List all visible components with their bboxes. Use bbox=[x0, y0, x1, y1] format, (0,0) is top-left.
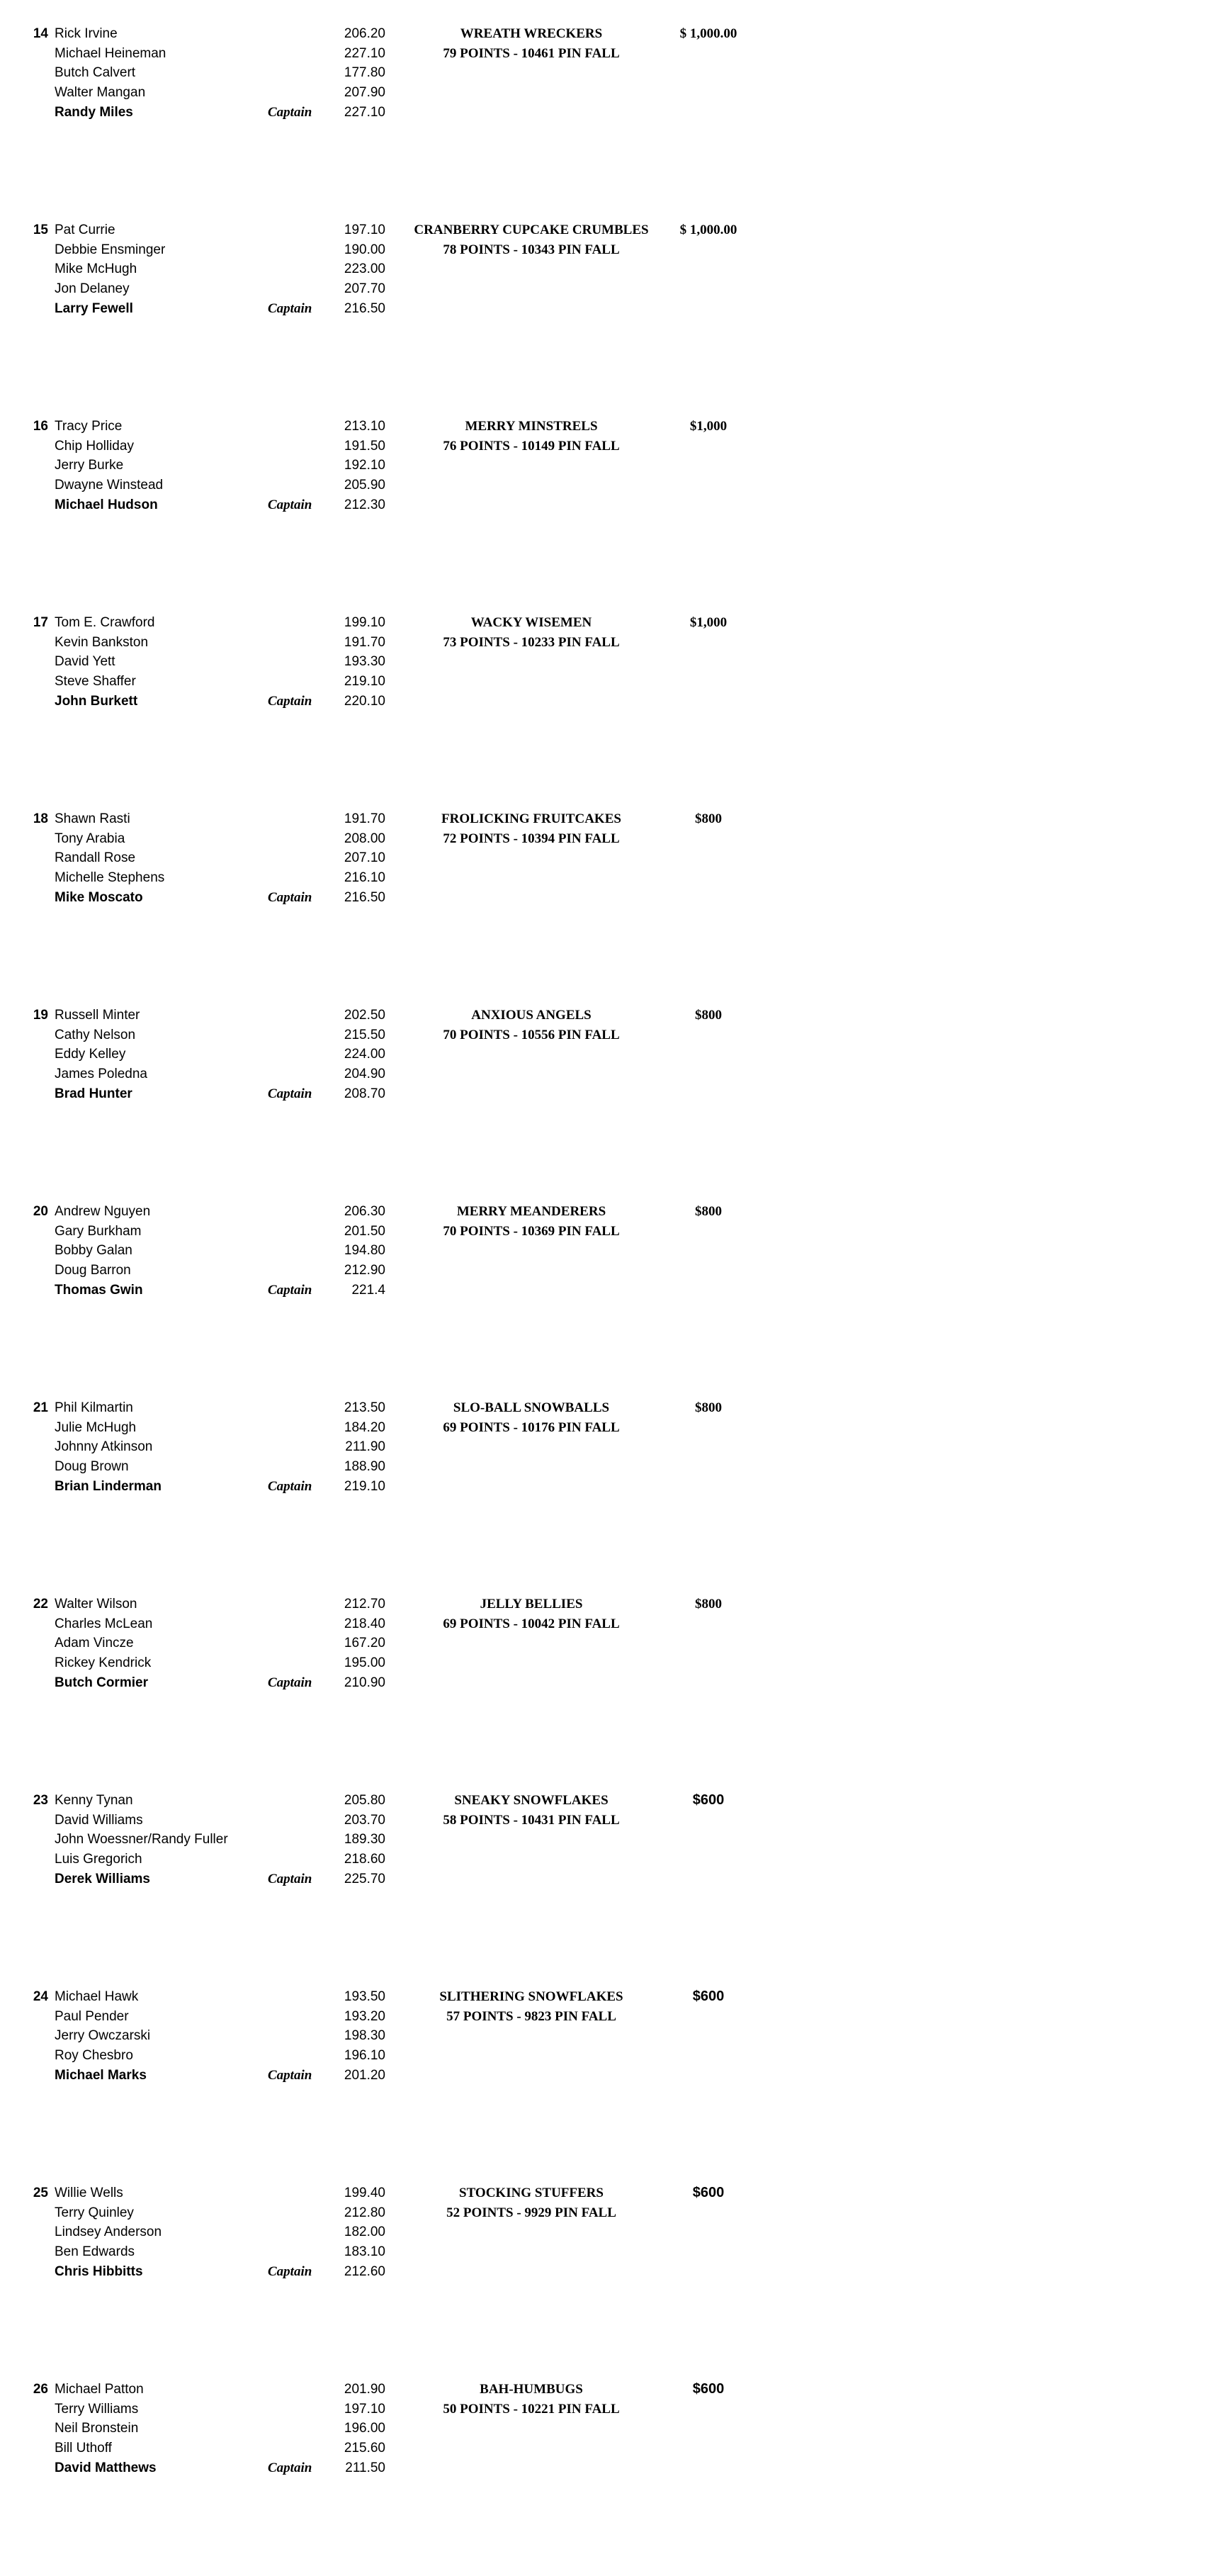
bowler-average: 215.60 bbox=[344, 2441, 385, 2456]
bowler-name: Willie Wells bbox=[55, 2186, 123, 2200]
bowler-row bbox=[0, 2046, 1205, 2066]
captain-label: Captain bbox=[268, 693, 312, 709]
bowler-row bbox=[0, 2242, 1205, 2262]
bowler-average: 204.90 bbox=[344, 1067, 385, 1082]
captain-row bbox=[0, 1084, 1205, 1104]
bowler-average: 207.90 bbox=[344, 85, 385, 101]
bowler-average: 201.90 bbox=[344, 2382, 385, 2397]
captain-row bbox=[0, 2458, 1205, 2478]
bowler-row bbox=[0, 1222, 1205, 1242]
bowler-average: 206.20 bbox=[344, 26, 385, 41]
bowler-average: 208.70 bbox=[344, 1086, 385, 1101]
team-rank: 20 bbox=[33, 1204, 48, 1219]
team-points: 76 POINTS - 10149 PIN FALL bbox=[443, 438, 620, 454]
bowler-row bbox=[0, 83, 1205, 103]
bowler-row bbox=[0, 848, 1205, 868]
bowler-average: 207.10 bbox=[344, 850, 385, 866]
bowler-name: Michael Hawk bbox=[55, 1989, 139, 2004]
team-rank: 25 bbox=[33, 2186, 48, 2200]
bowler-average: 212.80 bbox=[344, 2205, 385, 2220]
team-block bbox=[0, 613, 1205, 809]
bowler-row bbox=[0, 613, 1205, 633]
captain-label: Captain bbox=[268, 1478, 312, 1494]
bowler-average: 184.20 bbox=[344, 1419, 385, 1435]
captain-row bbox=[0, 1869, 1205, 1889]
bowler-average: 196.00 bbox=[344, 2421, 385, 2436]
bowler-average: 190.00 bbox=[344, 242, 385, 257]
bowler-name: Roy Chesbro bbox=[55, 2048, 133, 2064]
captain-row bbox=[0, 299, 1205, 319]
bowler-average: 191.70 bbox=[344, 634, 385, 650]
captain-row bbox=[0, 1673, 1205, 1693]
bowler-name: Kenny Tynan bbox=[55, 1793, 133, 1808]
bowler-row bbox=[0, 1850, 1205, 1869]
bowler-average: 192.10 bbox=[344, 458, 385, 473]
bowler-row bbox=[0, 1045, 1205, 1064]
captain-label: Captain bbox=[268, 104, 312, 120]
bowler-average: 212.60 bbox=[344, 2263, 385, 2279]
captain-label: Captain bbox=[268, 2263, 312, 2279]
bowler-average: 201.20 bbox=[344, 2067, 385, 2083]
captain-label: Captain bbox=[268, 300, 312, 316]
bowler-name: Debbie Ensminger bbox=[55, 242, 166, 257]
captain-row bbox=[0, 1281, 1205, 1300]
bowler-row bbox=[0, 220, 1205, 240]
team-rank: 14 bbox=[33, 26, 48, 41]
bowler-name: John Burkett bbox=[55, 693, 138, 709]
bowler-row bbox=[0, 1261, 1205, 1281]
team-name: JELLY BELLIES bbox=[480, 1597, 583, 1612]
bowler-average: 199.10 bbox=[344, 615, 385, 630]
team-block bbox=[0, 1791, 1205, 1987]
bowler-name: Phil Kilmartin bbox=[55, 1400, 133, 1415]
bowler-name: Jon Delaney bbox=[55, 281, 130, 297]
bowler-row bbox=[0, 1811, 1205, 1830]
bowler-average: 188.90 bbox=[344, 1459, 385, 1475]
bowler-name: Larry Fewell bbox=[55, 300, 133, 316]
team-points: 52 POINTS - 9929 PIN FALL bbox=[446, 2205, 616, 2220]
bowler-average: 225.70 bbox=[344, 1871, 385, 1886]
captain-row bbox=[0, 888, 1205, 908]
bowler-name: Dwayne Winstead bbox=[55, 478, 164, 493]
team-prize: $800 bbox=[695, 1597, 722, 1612]
bowler-row bbox=[0, 2222, 1205, 2242]
bowler-average: 213.50 bbox=[344, 1400, 385, 1415]
bowler-row bbox=[0, 417, 1205, 437]
bowler-average: 219.10 bbox=[344, 1478, 385, 1494]
captain-label: Captain bbox=[268, 1282, 312, 1298]
captain-row bbox=[0, 692, 1205, 712]
team-block bbox=[0, 2183, 1205, 2380]
team-rank: 23 bbox=[33, 1793, 48, 1808]
bowler-average: 177.80 bbox=[344, 65, 385, 81]
bowler-name: Terry Quinley bbox=[55, 2205, 134, 2220]
team-points: 70 POINTS - 10369 PIN FALL bbox=[443, 1223, 620, 1239]
team-name: WREATH WRECKERS bbox=[460, 26, 603, 41]
bowler-row bbox=[0, 63, 1205, 83]
bowler-name: Paul Pender bbox=[55, 2008, 129, 2024]
bowler-name: Michael Heineman bbox=[55, 45, 166, 61]
captain-label: Captain bbox=[268, 1675, 312, 1690]
bowler-row bbox=[0, 2380, 1205, 2400]
bowler-name: Butch Cormier bbox=[55, 1675, 148, 1690]
bowler-name: Brian Linderman bbox=[55, 1478, 162, 1494]
bowler-average: 213.10 bbox=[344, 419, 385, 434]
bowler-name: Michael Hudson bbox=[55, 497, 158, 512]
bowler-average: 211.90 bbox=[345, 1439, 385, 1455]
bowler-row bbox=[0, 1457, 1205, 1477]
bowler-name: Julie McHugh bbox=[55, 1419, 137, 1435]
team-block bbox=[0, 1398, 1205, 1594]
bowler-name: Randy Miles bbox=[55, 104, 133, 120]
bowler-name: Luis Gregorich bbox=[55, 1852, 142, 1867]
bowler-row bbox=[0, 2026, 1205, 2046]
bowler-name: David Williams bbox=[55, 1812, 143, 1828]
team-points: 78 POINTS - 10343 PIN FALL bbox=[443, 242, 620, 257]
team-name: FROLICKING FRUITCAKES bbox=[441, 811, 621, 826]
bowler-name: Derek Williams bbox=[55, 1871, 151, 1886]
team-block bbox=[0, 24, 1205, 220]
team-points: 73 POINTS - 10233 PIN FALL bbox=[443, 634, 620, 650]
bowler-average: 227.10 bbox=[344, 104, 385, 120]
team-points: 70 POINTS - 10556 PIN FALL bbox=[443, 1027, 620, 1042]
bowler-name: Randall Rose bbox=[55, 850, 136, 866]
team-prize: $800 bbox=[695, 811, 722, 826]
bowler-name: Brad Hunter bbox=[55, 1086, 132, 1101]
team-rank: 18 bbox=[33, 811, 48, 826]
team-points: 79 POINTS - 10461 PIN FALL bbox=[443, 45, 620, 61]
bowler-row bbox=[0, 1633, 1205, 1653]
bowler-name: Russell Minter bbox=[55, 1008, 140, 1023]
bowler-row bbox=[0, 259, 1205, 279]
bowler-average: 221.4 bbox=[351, 1282, 385, 1298]
bowler-row bbox=[0, 652, 1205, 672]
bowler-name: Rickey Kendrick bbox=[55, 1655, 152, 1671]
bowler-average: 227.10 bbox=[344, 45, 385, 61]
team-prize: $ 1,000.00 bbox=[679, 26, 737, 41]
team-standings-list bbox=[0, 24, 1205, 2576]
bowler-average: 197.10 bbox=[344, 2401, 385, 2417]
team-block bbox=[0, 220, 1205, 417]
bowler-average: 205.80 bbox=[344, 1793, 385, 1808]
bowler-row bbox=[0, 1791, 1205, 1811]
team-name: ANXIOUS ANGELS bbox=[471, 1008, 592, 1023]
captain-row bbox=[0, 495, 1205, 515]
bowler-row bbox=[0, 456, 1205, 476]
team-prize: $600 bbox=[692, 1792, 725, 1808]
team-prize: $600 bbox=[692, 1989, 725, 2004]
team-block bbox=[0, 809, 1205, 1006]
bowler-row bbox=[0, 1614, 1205, 1634]
captain-label: Captain bbox=[268, 1086, 312, 1101]
team-block bbox=[0, 2380, 1205, 2576]
bowler-name: Eddy Kelley bbox=[55, 1047, 126, 1062]
bowler-name: Michelle Stephens bbox=[55, 870, 165, 886]
bowler-name: Jerry Owczarski bbox=[55, 2028, 151, 2044]
bowler-row bbox=[0, 2007, 1205, 2027]
bowler-average: 167.20 bbox=[344, 1636, 385, 1651]
team-points: 50 POINTS - 10221 PIN FALL bbox=[443, 2401, 620, 2417]
team-rank: 22 bbox=[33, 1597, 48, 1612]
bowler-average: 216.50 bbox=[344, 300, 385, 316]
bowler-average: 191.70 bbox=[344, 811, 385, 826]
bowler-row bbox=[0, 1437, 1205, 1457]
bowler-row bbox=[0, 672, 1205, 692]
bowler-average: 215.50 bbox=[344, 1027, 385, 1042]
bowler-name: Kevin Bankston bbox=[55, 634, 149, 650]
bowler-average: 218.60 bbox=[344, 1852, 385, 1867]
team-rank: 26 bbox=[33, 2382, 48, 2397]
bowler-name: Tony Arabia bbox=[55, 831, 125, 846]
bowler-row bbox=[0, 2203, 1205, 2223]
bowler-name: James Poledna bbox=[55, 1067, 147, 1082]
bowler-row bbox=[0, 2400, 1205, 2419]
team-rank: 15 bbox=[33, 223, 48, 237]
bowler-name: Walter Wilson bbox=[55, 1597, 137, 1612]
bowler-name: Gary Burkham bbox=[55, 1223, 142, 1239]
bowler-average: 182.00 bbox=[344, 2225, 385, 2240]
bowler-row bbox=[0, 1006, 1205, 1025]
captain-row bbox=[0, 2066, 1205, 2086]
bowler-name: Steve Shaffer bbox=[55, 674, 136, 690]
bowler-average: 205.90 bbox=[344, 478, 385, 493]
team-rank: 17 bbox=[33, 615, 48, 630]
bowler-average: 219.10 bbox=[344, 674, 385, 690]
bowler-row bbox=[0, 437, 1205, 456]
bowler-name: Shawn Rasti bbox=[55, 811, 130, 826]
team-prize: $800 bbox=[695, 1204, 722, 1219]
bowler-average: 206.30 bbox=[344, 1204, 385, 1219]
bowler-average: 218.40 bbox=[344, 1616, 385, 1631]
bowler-row bbox=[0, 476, 1205, 495]
team-rank: 19 bbox=[33, 1008, 48, 1023]
captain-row bbox=[0, 2262, 1205, 2282]
team-rank: 24 bbox=[33, 1989, 48, 2004]
team-points: 72 POINTS - 10394 PIN FALL bbox=[443, 831, 620, 846]
captain-label: Captain bbox=[268, 2067, 312, 2083]
bowler-row bbox=[0, 1202, 1205, 1222]
bowler-name: Terry Williams bbox=[55, 2401, 139, 2417]
bowler-name: Mike McHugh bbox=[55, 261, 137, 277]
team-name: STOCKING STUFFERS bbox=[459, 2186, 604, 2200]
team-block bbox=[0, 1594, 1205, 1791]
team-points: 58 POINTS - 10431 PIN FALL bbox=[443, 1812, 620, 1828]
team-points: 69 POINTS - 10042 PIN FALL bbox=[443, 1616, 620, 1631]
captain-label: Captain bbox=[268, 889, 312, 905]
bowler-name: Andrew Nguyen bbox=[55, 1204, 151, 1219]
bowler-average: 193.50 bbox=[344, 1989, 385, 2004]
bowler-average: 197.10 bbox=[344, 223, 385, 237]
bowler-average: 211.50 bbox=[345, 2460, 385, 2475]
bowler-row bbox=[0, 1594, 1205, 1614]
bowler-name: Walter Mangan bbox=[55, 85, 146, 101]
bowler-name: Lindsey Anderson bbox=[55, 2225, 162, 2240]
team-name: WACKY WISEMEN bbox=[470, 615, 592, 630]
team-block bbox=[0, 1987, 1205, 2183]
bowler-average: 196.10 bbox=[344, 2048, 385, 2064]
bowler-average: 224.00 bbox=[344, 1047, 385, 1062]
bowler-name: Bobby Galan bbox=[55, 1243, 132, 1259]
team-prize: $600 bbox=[692, 2381, 725, 2397]
bowler-row bbox=[0, 279, 1205, 299]
bowler-row bbox=[0, 868, 1205, 888]
bowler-row bbox=[0, 2419, 1205, 2439]
bowler-average: 216.10 bbox=[344, 870, 385, 886]
bowler-name: Ben Edwards bbox=[55, 2244, 135, 2260]
team-name: SNEAKY SNOWFLAKES bbox=[454, 1793, 609, 1808]
bowler-average: 223.00 bbox=[344, 261, 385, 277]
bowler-average: 195.00 bbox=[344, 1655, 385, 1671]
bowler-average: 194.80 bbox=[344, 1243, 385, 1259]
bowler-row bbox=[0, 829, 1205, 849]
bowler-name: John Woessner/Randy Fuller bbox=[55, 1832, 228, 1847]
bowler-row bbox=[0, 809, 1205, 829]
captain-label: Captain bbox=[268, 497, 312, 512]
bowler-average: 189.30 bbox=[344, 1832, 385, 1847]
team-name: BAH-HUMBUGS bbox=[480, 2382, 583, 2397]
bowler-average: 203.70 bbox=[344, 1812, 385, 1828]
bowler-name: Mike Moscato bbox=[55, 889, 143, 905]
bowler-row bbox=[0, 1987, 1205, 2007]
bowler-name: David Yett bbox=[55, 654, 115, 670]
team-prize: $800 bbox=[695, 1008, 722, 1023]
bowler-average: 207.70 bbox=[344, 281, 385, 297]
team-prize: $ 1,000.00 bbox=[679, 223, 737, 237]
bowler-row bbox=[0, 240, 1205, 260]
captain-label: Captain bbox=[268, 1871, 312, 1886]
bowler-average: 208.00 bbox=[344, 831, 385, 846]
team-block bbox=[0, 1202, 1205, 1398]
bowler-name: Johnny Atkinson bbox=[55, 1439, 153, 1455]
bowler-name: Adam Vincze bbox=[55, 1636, 134, 1651]
team-prize: $600 bbox=[692, 2185, 725, 2200]
bowler-row bbox=[0, 1830, 1205, 1850]
bowler-name: Tracy Price bbox=[55, 419, 123, 434]
bowler-average: 216.50 bbox=[344, 889, 385, 905]
bowler-name: Jerry Burke bbox=[55, 458, 124, 473]
bowler-name: Thomas Gwin bbox=[55, 1282, 143, 1298]
bowler-name: Neil Bronstein bbox=[55, 2421, 139, 2436]
bowler-average: 199.40 bbox=[344, 2186, 385, 2200]
bowler-row bbox=[0, 633, 1205, 653]
bowler-row bbox=[0, 2183, 1205, 2203]
team-prize: $1,000 bbox=[689, 615, 728, 630]
bowler-name: Pat Currie bbox=[55, 223, 115, 237]
team-name: CRANBERRY CUPCAKE CRUMBLES bbox=[414, 223, 649, 237]
team-prize: $800 bbox=[695, 1400, 722, 1415]
bowler-row bbox=[0, 44, 1205, 64]
team-name: MERRY MINSTRELS bbox=[465, 419, 598, 434]
team-points: 57 POINTS - 9823 PIN FALL bbox=[446, 2008, 616, 2024]
bowler-name: David Matthews bbox=[55, 2460, 157, 2475]
team-points: 69 POINTS - 10176 PIN FALL bbox=[443, 1419, 620, 1435]
bowler-name: Butch Calvert bbox=[55, 65, 136, 81]
bowler-row bbox=[0, 1418, 1205, 1438]
bowler-name: Doug Brown bbox=[55, 1459, 129, 1475]
bowler-row bbox=[0, 1064, 1205, 1084]
bowler-average: 220.10 bbox=[344, 693, 385, 709]
team-name: MERRY MEANDERERS bbox=[456, 1204, 606, 1219]
bowler-row bbox=[0, 1241, 1205, 1261]
bowler-average: 210.90 bbox=[344, 1675, 385, 1690]
team-rank: 16 bbox=[33, 419, 48, 434]
bowler-row bbox=[0, 24, 1205, 44]
bowler-name: Chip Holliday bbox=[55, 438, 134, 454]
bowler-name: Rick Irvine bbox=[55, 26, 118, 41]
bowler-row bbox=[0, 2439, 1205, 2458]
bowler-row bbox=[0, 1025, 1205, 1045]
bowler-row bbox=[0, 1653, 1205, 1673]
bowler-average: 191.50 bbox=[344, 438, 385, 454]
bowler-name: Cathy Nelson bbox=[55, 1027, 136, 1042]
captain-row bbox=[0, 103, 1205, 123]
bowler-name: Charles McLean bbox=[55, 1616, 153, 1631]
team-block bbox=[0, 1006, 1205, 1202]
bowler-average: 202.50 bbox=[344, 1008, 385, 1023]
bowler-name: Tom E. Crawford bbox=[55, 615, 155, 630]
bowler-average: 212.70 bbox=[344, 1597, 385, 1612]
bowler-average: 201.50 bbox=[344, 1223, 385, 1239]
bowler-name: Doug Barron bbox=[55, 1263, 131, 1278]
bowler-average: 183.10 bbox=[344, 2244, 385, 2260]
team-rank: 21 bbox=[33, 1400, 48, 1415]
captain-row bbox=[0, 1477, 1205, 1497]
team-block bbox=[0, 417, 1205, 613]
bowler-name: Michael Marks bbox=[55, 2067, 147, 2083]
bowler-name: Chris Hibbitts bbox=[55, 2263, 143, 2279]
bowler-average: 193.30 bbox=[344, 654, 385, 670]
bowler-average: 198.30 bbox=[344, 2028, 385, 2044]
bowler-name: Michael Patton bbox=[55, 2382, 144, 2397]
team-prize: $1,000 bbox=[689, 419, 728, 434]
bowler-average: 212.30 bbox=[344, 497, 385, 512]
team-name: SLO-BALL SNOWBALLS bbox=[453, 1400, 610, 1415]
captain-label: Captain bbox=[268, 2460, 312, 2475]
bowler-name: Bill Uthoff bbox=[55, 2441, 112, 2456]
bowler-average: 212.90 bbox=[344, 1263, 385, 1278]
bowler-row bbox=[0, 1398, 1205, 1418]
team-name: SLITHERING SNOWFLAKES bbox=[439, 1989, 623, 2004]
bowler-average: 193.20 bbox=[344, 2008, 385, 2024]
